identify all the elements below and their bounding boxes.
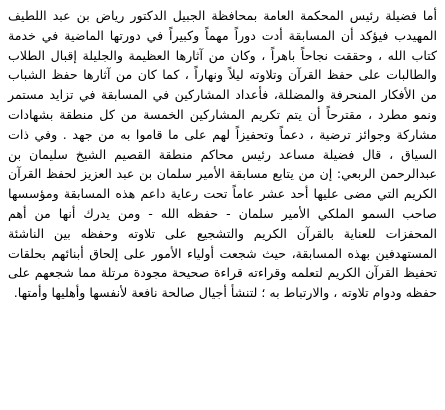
article-paragraph: أما فضيلة رئيس المحكمة العامة بمحافظة الجبيل الدكتور رياض بن عبد اللطيف المهيدب فيؤكد أن المسابقة أدت دوراً مهماً وكبيراً في دورتها الماضية في خدمة كتاب الله ، وحققت نجاحاً باهراً ، وكان من آثارها العظيمة والجليلة إقبال الطلاب والطالبات على حفظ القرآن وتلاوته ليلاً ونهاراً ، كما كان من آثارها حفظ الشباب من الأفكار المنحرفة والمضللة، فأعداد المشاركين في المسابقة في تزايد مستمر ونمو مطرد ، مقترحاً أن يتم تكريم المشاركين الخمسة من كل منطقة بشهادات مشاركة وجوائز ترضية ، دعماً وتحفيزاً لهم على ما قاموا به من جهد . وفي ذات السياق ، قال فضيلة مساعد رئيس محاكم منطقة القصيم الشيخ سليمان بن عبدالرحمن الربعي: إن من يتابع مسابقة الأمير سلمان بن عبد العزيز لحفظ القرآن الكريم التي مضى عليها أحد عشر عاماً تحت رعاية داعم هذه المسابقة ومؤسسها صاحب السمو الملكي الأمير سلمان - حفظه الله - ومن يدرك أنها من أهم المحفزات للعناية بالقرآن الكريم والتشجيع على تلاوته وحفظه بين الناشئة المستهدفين بهذه المسابقة، حيث شجعت أولياء الأمور على إلحاق أبنائهم بحلقات تحفيظ القرآن الكريم لتعلمه وقراءته قراءة صحيحة مجودة مرتلة مما شجعهم على حفظه ودوام تلاوته ، والارتباط به ؛ لتنشأ أجيال صالحة نافعة لأنفسها وأهليها وأمتها. <box>8 8 437 301</box>
